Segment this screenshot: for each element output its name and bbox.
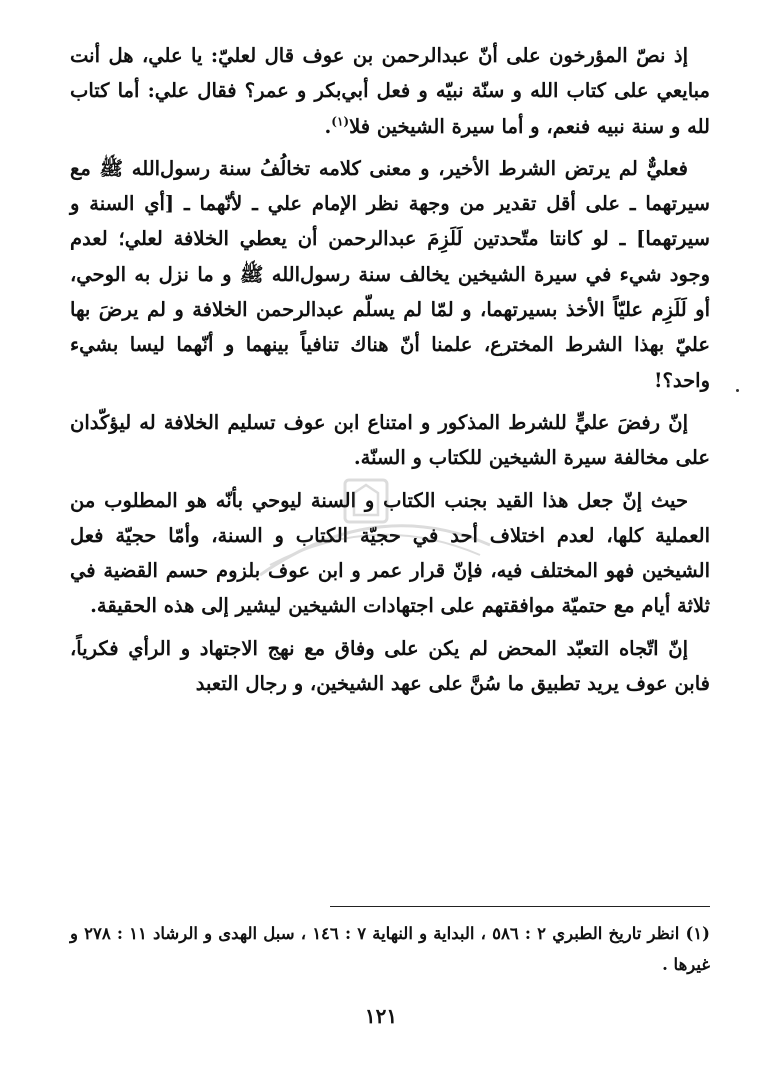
page-number: ١٢١ [364, 1004, 398, 1028]
paragraph-1: إذ نصّ المؤرخون على أنّ عبدالرحمن بن عوف قال لعليّ: يا علي، هل أنت مبايعي على كتاب الله و سنّة نبيّه و فعل أبي‌بكر و عمر؟ فقال علي: أما كتاب لله و سنة نبيه فنعم، و أما سيرة الشيخين فلا$^{(١)}$. [70, 44, 710, 138]
paragraph-3: إنّ رفضَ عليٍّ للشرط المذكور و امتناع ابن عوف تسليم الخلافة له ليؤكّدان على مخالفة سيرة الشيخين للكتاب و السنّة. [70, 410, 710, 470]
body-text [70, 38, 710, 708]
footnote-separator [330, 906, 710, 907]
footnote: (١) انظر تاريخ الطبري ٢ : ٥٨٦ ، البداية و النهاية ٧ : ١٤٦ ، سبل الهدى و الرشاد ١١ : ٢٧٨ و غيرها . [70, 924, 710, 974]
scan-speck [736, 389, 739, 392]
paragraph-4: حيث إنّ جعل هذا القيد بجنب الكتاب و السنة ليوحي بأنّه هو المطلوب من العملية كلها، لعدم اختلاف أحد في حجيّة الكتاب و السنة، وأمّا حجيّة فعل الشيخين فهو المختلف فيه، فإنّ قرار عمر و ابن عوف بلزوم حسم القضية في ثلاثة أيام مع حتميّة موافقتهم على اجتهادات الشيخين ليشير إلى هذه الحقيقة. [70, 488, 710, 618]
footnote-reference: (١) [331, 114, 350, 129]
paragraph-2: فعليٌّ لم يرتض الشرط الأخير، و معنى كلامه تخالُفُ سنة رسول‌الله ﷺ مع سيرتهما ـ على أقل تقدير من وجهة نظر الإمام علي ـ لأنّهما ـ [أي السنة و سيرتهما] ـ لو كانتا متّحدتين لَلَزِمَ عبدالرحمن أن يعطي الخلافة لعلي؛ لعدم وجود شيء في سيرة الشيخين يخالف سنة رسول‌الله ﷺ و ما نزل به الوحي، أو لَلَزِم عليّاً الأخذ بسيرتهما، و لمّا لم يسلّم عبدالرحمن الخلافة و لم يرضَ بها عليّ بهذا الشرط المخترع، علمنا أنّ هناك تنافياً بينهما و أنّهما ليسا بشيء واحد؟! [70, 156, 710, 392]
paragraph-5: إنّ اتّجاه التعبّد المحض لم يكن على وفاق مع نهج الاجتهاد و الرأي فكرياً، فابن عوف يريد تطبيق ما سُنَّ على عهد الشيخين، و رجال التعبد [70, 636, 710, 696]
